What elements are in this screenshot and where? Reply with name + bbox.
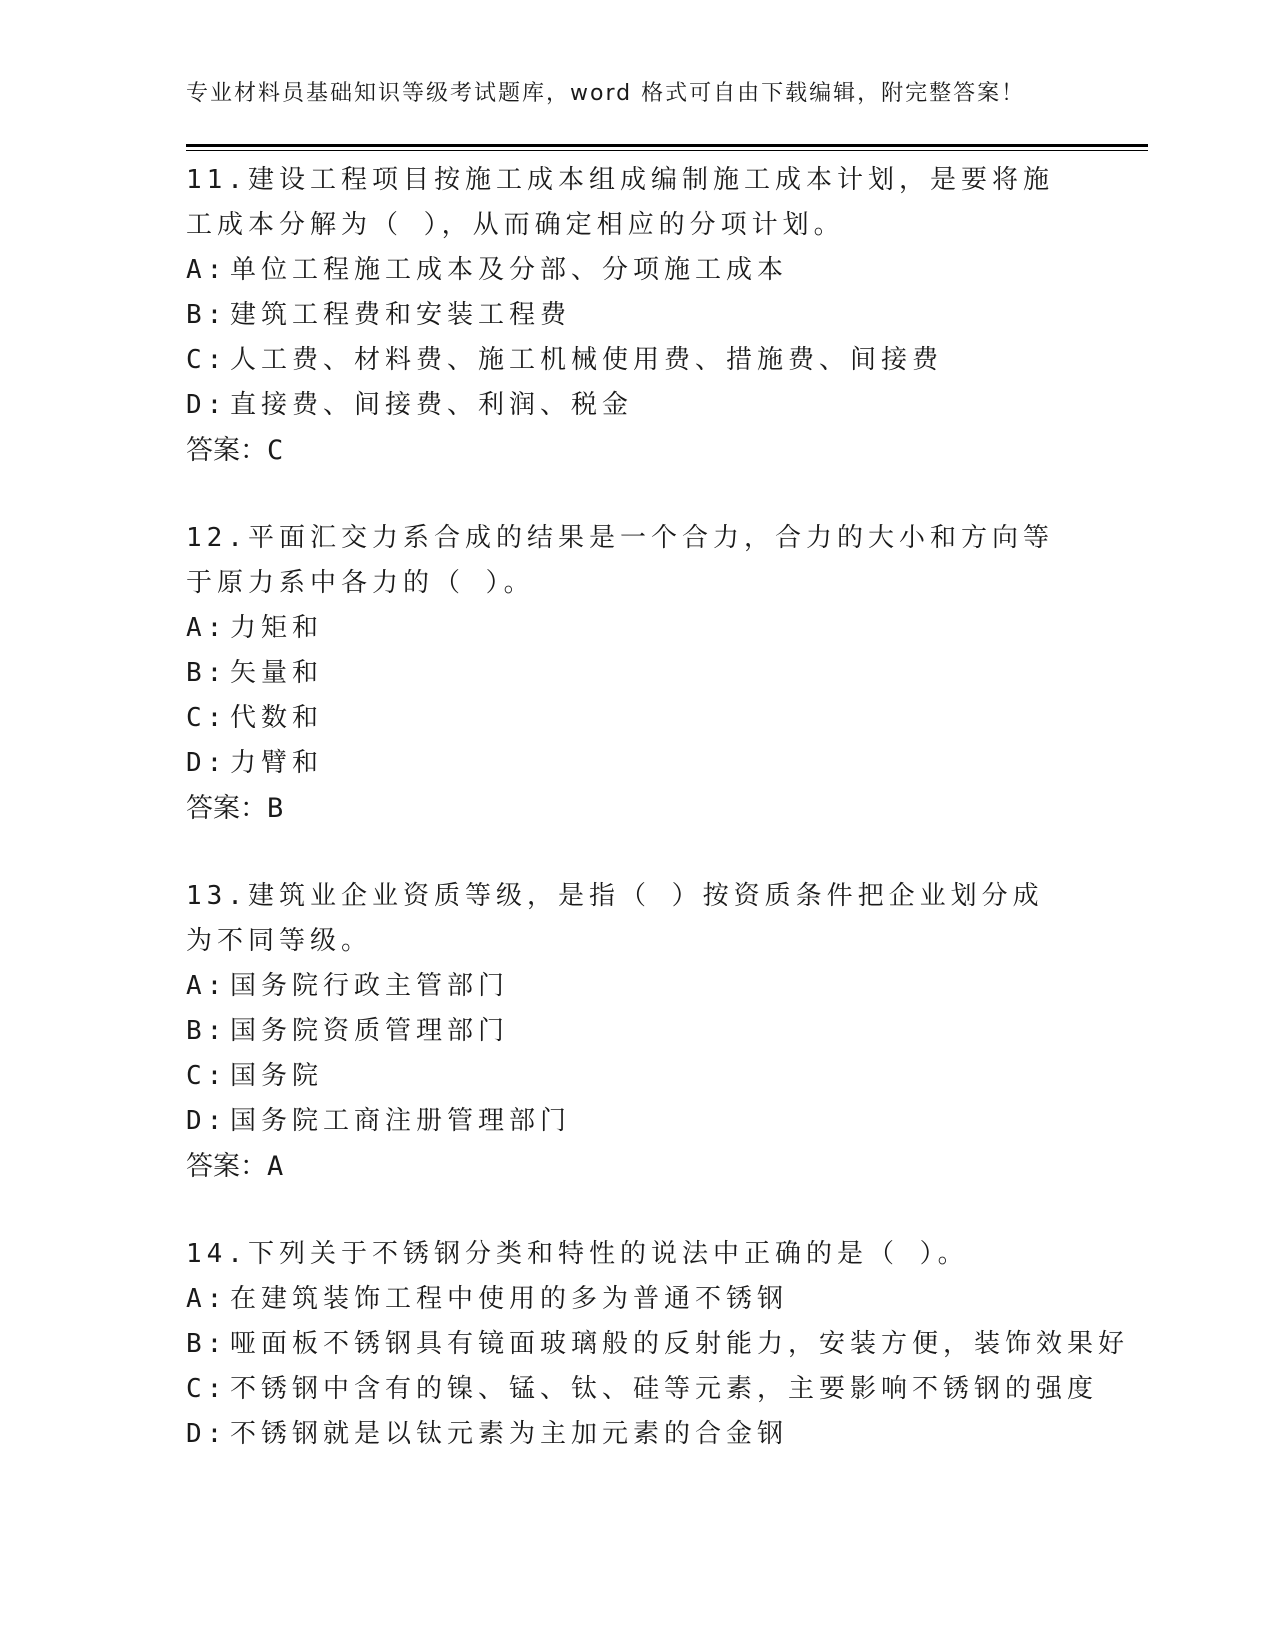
option-a xyxy=(186,248,1086,293)
question-12 xyxy=(186,516,1086,832)
option-letter: C: xyxy=(186,1061,228,1091)
option-text: 单位工程施工成本及分部、分项施工成本 xyxy=(230,255,789,285)
option-c xyxy=(186,1367,1099,1412)
option-letter: C: xyxy=(186,1374,228,1404)
option-c xyxy=(186,696,1086,741)
question-14 xyxy=(186,1232,1130,1457)
answer-label: 答案： xyxy=(186,793,267,824)
option-letter: A: xyxy=(186,613,228,643)
question-stem: 14.下列关于不锈钢分类和特性的说法中正确的是（ ）。 xyxy=(186,1239,969,1269)
header-divider-thin xyxy=(186,150,1148,151)
option-text: 在建筑装饰工程中使用的多为普通不锈钢 xyxy=(230,1284,789,1314)
option-text: 力矩和 xyxy=(230,613,324,643)
answer-value: B xyxy=(267,793,284,824)
option-text: 力臂和 xyxy=(230,748,324,778)
option-text: 矢量和 xyxy=(230,658,324,688)
option-text: 国务院 xyxy=(230,1061,324,1091)
option-text: 直接费、间接费、利润、税金 xyxy=(230,390,634,420)
option-text: 国务院工商注册管理部门 xyxy=(230,1106,572,1136)
answer-line xyxy=(186,428,1086,474)
option-letter: D: xyxy=(186,748,228,778)
option-text: 国务院行政主管部门 xyxy=(230,971,510,1001)
option-letter: A: xyxy=(186,971,228,1001)
option-b xyxy=(186,1009,1086,1054)
answer-line xyxy=(186,786,1086,832)
option-text: 不锈钢中含有的镍、锰、钛、硅等元素，主要影响不锈钢的强度 xyxy=(230,1374,1099,1404)
option-b xyxy=(186,651,1086,696)
answer-value: C xyxy=(267,435,284,466)
option-text: 代数和 xyxy=(230,703,324,733)
option-d xyxy=(186,1099,1086,1144)
option-letter: D: xyxy=(186,390,228,420)
question-11 xyxy=(186,158,1086,474)
option-letter: B: xyxy=(186,300,228,330)
option-text: 不锈钢就是以钛元素为主加元素的合金钢 xyxy=(230,1419,789,1449)
option-text: 哑面板不锈钢具有镜面玻璃般的反射能力，安装方便，装饰效果好 xyxy=(230,1329,1130,1359)
option-letter: D: xyxy=(186,1419,228,1449)
option-a xyxy=(186,964,1086,1009)
option-d xyxy=(186,1412,1086,1457)
header-divider-thick xyxy=(186,144,1148,147)
answer-label: 答案： xyxy=(186,1151,267,1182)
page-header: 专业材料员基础知识等级考试题库，word 格式可自由下载编辑，附完整答案！ xyxy=(186,81,1026,106)
option-a xyxy=(186,606,1086,651)
option-d xyxy=(186,383,1086,428)
question-list xyxy=(186,158,1130,1499)
option-letter: B: xyxy=(186,1329,228,1359)
option-b xyxy=(186,293,1086,338)
option-c xyxy=(186,1054,1086,1099)
answer-value: A xyxy=(267,1151,284,1182)
option-text: 人工费、材料费、施工机械使用费、措施费、间接费 xyxy=(230,345,944,375)
option-text: 建筑工程费和安装工程费 xyxy=(230,300,572,330)
option-letter: C: xyxy=(186,345,228,375)
answer-line xyxy=(186,1144,1086,1190)
option-letter: B: xyxy=(186,658,228,688)
answer-label: 答案： xyxy=(186,435,267,466)
option-letter: D: xyxy=(186,1106,228,1136)
option-d xyxy=(186,741,1086,786)
option-letter: A: xyxy=(186,1284,228,1314)
question-stem: 11.建设工程项目按施工成本组成编制施工成本计划，是要将施工成本分解为（ ），从而确定相应的分项计划。 xyxy=(186,165,1054,240)
option-text: 国务院资质管理部门 xyxy=(230,1016,510,1046)
option-letter: A: xyxy=(186,255,228,285)
question-stem: 12.平面汇交力系合成的结果是一个合力，合力的大小和方向等于原力系中各力的（ ）。 xyxy=(186,523,1054,598)
option-c xyxy=(186,338,1086,383)
question-13 xyxy=(186,874,1086,1190)
question-stem: 13.建筑业企业资质等级，是指（ ）按资质条件把企业划分成为不同等级。 xyxy=(186,881,1044,956)
option-letter: B: xyxy=(186,1016,228,1046)
option-b xyxy=(186,1322,1130,1367)
option-a xyxy=(186,1277,1086,1322)
option-letter: C: xyxy=(186,703,228,733)
